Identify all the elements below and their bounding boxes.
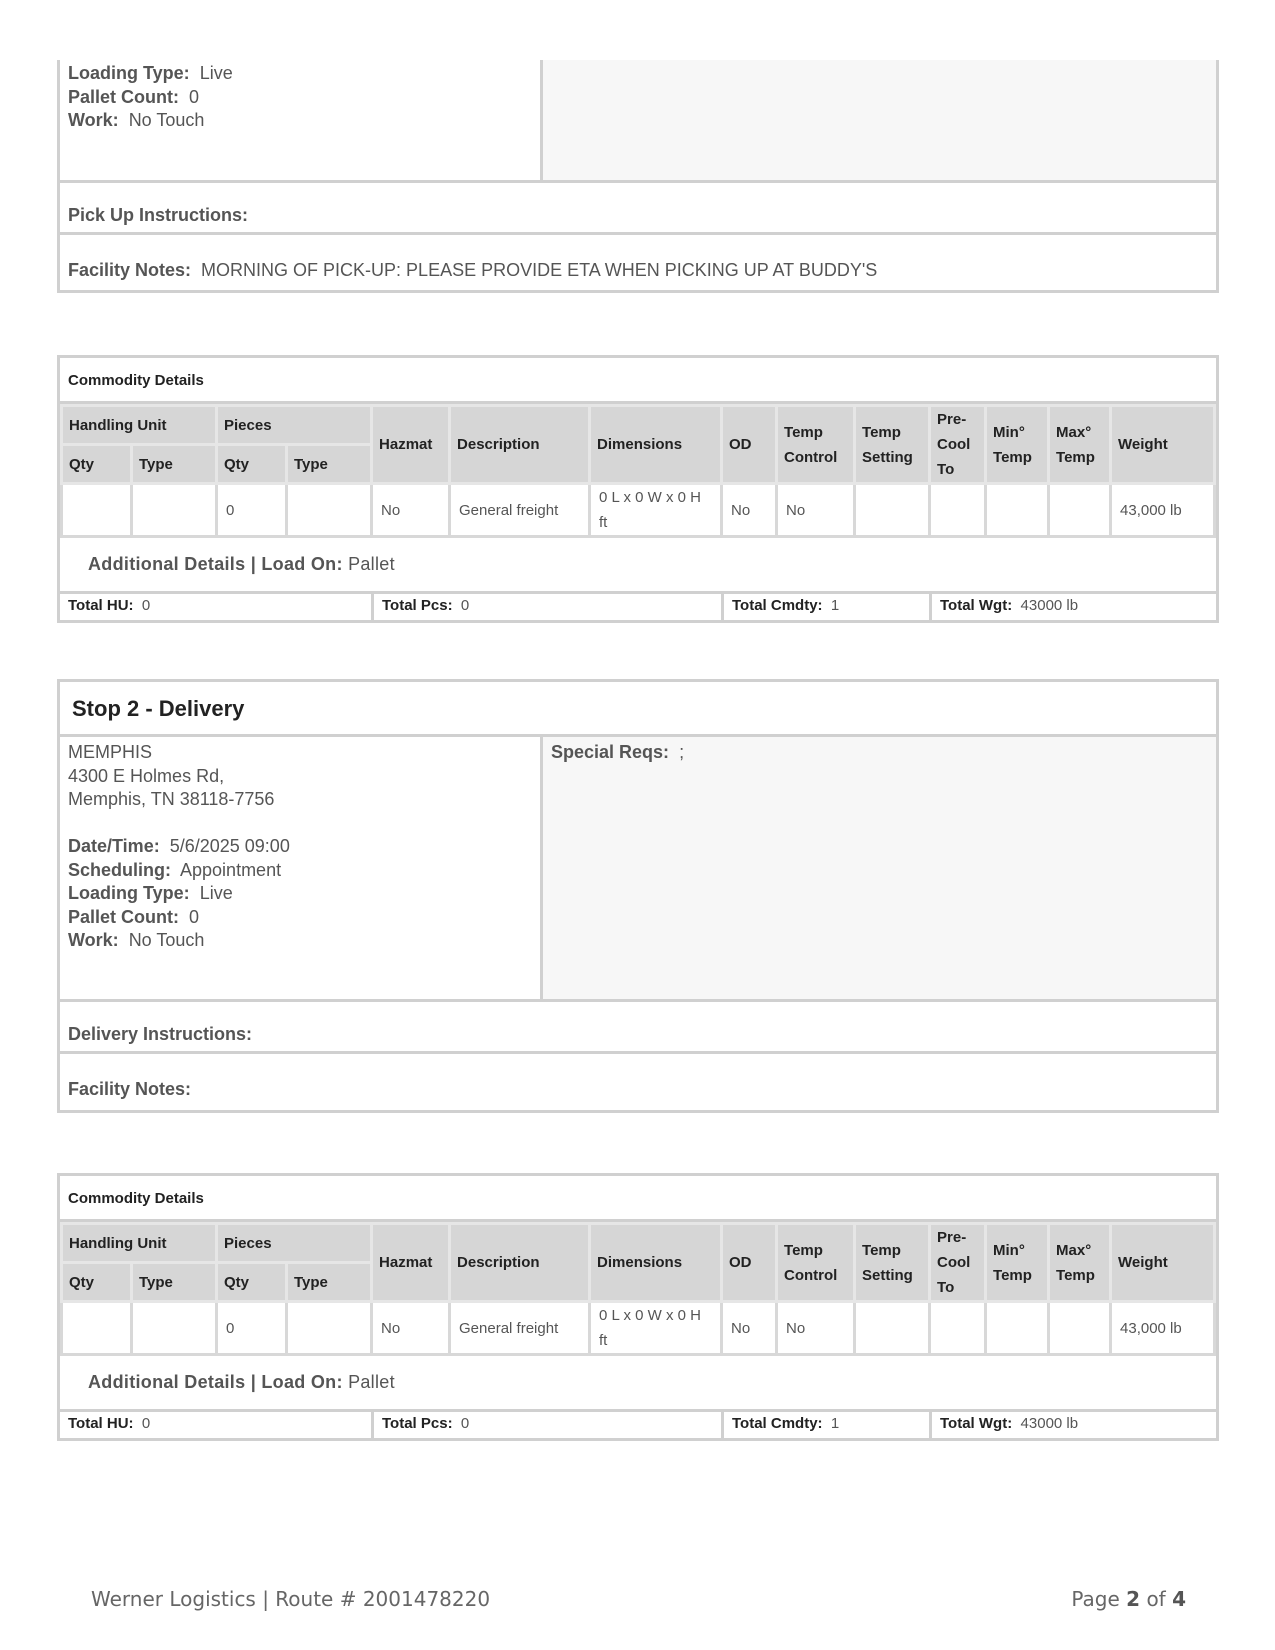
th-dimensions: Dimensions [590, 406, 722, 484]
page-of: of [1146, 1587, 1166, 1611]
delivery-instructions-label: Delivery Instructions: [68, 1024, 253, 1044]
stop1-facility-notes [60, 235, 1216, 287]
cell-pc-qty: 0 [217, 1302, 287, 1355]
datetime-label: Date/Time: [68, 836, 160, 856]
pallet-count-label: Pallet Count: [68, 906, 179, 927]
load-on-value: Pallet [348, 554, 395, 574]
th-pieces: Pieces [217, 1224, 372, 1263]
total-hu [60, 1412, 374, 1438]
th-temp-setting: Temp Setting [855, 406, 930, 484]
stop2-special-reqs [543, 737, 1216, 999]
th-pieces: Pieces [217, 406, 372, 445]
footer-route: Werner Logistics | Route # 2001478220 [91, 1587, 491, 1611]
th-hu-qty: Qty [62, 445, 132, 484]
pickup-instructions [60, 183, 1216, 235]
table-row [62, 484, 1215, 537]
th-dimensions: Dimensions [590, 1224, 722, 1302]
th-handling-unit: Handling Unit [62, 1224, 217, 1263]
cell-hu-qty [62, 484, 132, 537]
total-pcs [374, 594, 724, 620]
cell-min-temp [986, 484, 1049, 537]
work-value: No Touch [128, 110, 205, 130]
cell-hu-qty [62, 1302, 132, 1355]
facility-notes-label: Facility Notes: [68, 1079, 192, 1099]
load-on-value: Pallet [348, 1372, 395, 1392]
cell-dimensions: 0 L x 0 W x 0 H ft [590, 484, 722, 537]
additional-details [60, 538, 1216, 594]
total-hu-value: 0 [141, 1415, 151, 1432]
cell-pre-cool [930, 1302, 986, 1355]
cell-min-temp [986, 1302, 1049, 1355]
total-wgt-value: 43000 lb [1020, 597, 1079, 614]
th-weight: Weight [1111, 1224, 1215, 1302]
total-wgt [932, 594, 1216, 620]
datetime-value: 5/6/2025 09:00 [169, 836, 290, 856]
work-value: No Touch [128, 930, 205, 950]
facility-notes-value: MORNING OF PICK-UP: PLEASE PROVIDE ETA WHEN PICKING UP AT BUDDY'S [201, 260, 878, 280]
stop1-continuation [57, 60, 1219, 293]
total-cmdty [724, 594, 932, 620]
additional-details-label: Additional Details | Load On: [88, 554, 343, 574]
stop2-title: Stop 2 - Delivery [60, 682, 1216, 737]
cell-temp-setting [855, 484, 930, 537]
total-pcs-value: 0 [460, 1415, 470, 1432]
cell-pc-type [287, 484, 372, 537]
cell-od: No [722, 484, 777, 537]
cell-temp-control: No [777, 484, 855, 537]
stop2-address-row [60, 737, 1216, 1002]
th-hazmat: Hazmat [372, 406, 450, 484]
th-description: Description [450, 1224, 590, 1302]
loading-type-value: Live [199, 63, 233, 83]
cell-max-temp [1049, 484, 1111, 537]
th-description: Description [450, 406, 590, 484]
th-hu-type: Type [132, 1263, 217, 1302]
cell-hu-type [132, 1302, 217, 1355]
th-pre-cool: Pre-Cool To [930, 1224, 986, 1302]
cell-weight: 43,000 lb [1111, 484, 1215, 537]
cell-weight: 43,000 lb [1111, 1302, 1215, 1355]
cell-od: No [722, 1302, 777, 1355]
th-od: OD [722, 1224, 777, 1302]
total-wgt-label: Total Wgt: [940, 1415, 1013, 1432]
page-prefix: Page [1071, 1587, 1120, 1611]
total-cmdty-label: Total Cmdty: [732, 597, 823, 614]
total-hu [60, 594, 374, 620]
commodity-details-2 [57, 1173, 1219, 1441]
stop2-name: MEMPHIS [68, 742, 153, 762]
th-pc-qty: Qty [217, 445, 287, 484]
th-od: OD [722, 406, 777, 484]
total-pcs [374, 1412, 724, 1438]
scheduling-label: Scheduling: [68, 859, 171, 880]
work-label: Work: [68, 110, 119, 130]
commodity-table [60, 404, 1216, 538]
th-weight: Weight [1111, 406, 1215, 484]
th-temp-control: Temp Control [777, 406, 855, 484]
spacer [68, 812, 532, 836]
total-cmdty-value: 1 [830, 597, 840, 614]
th-pc-type: Type [287, 445, 372, 484]
stop2-facility-notes [60, 1054, 1216, 1106]
total-cmdty-value: 1 [830, 1415, 840, 1432]
total-wgt-value: 43000 lb [1020, 1415, 1079, 1432]
commodity-title: Commodity Details [60, 1176, 1216, 1222]
loading-type-value: Live [199, 883, 233, 903]
th-hu-qty: Qty [62, 1263, 132, 1302]
th-pc-type: Type [287, 1263, 372, 1302]
stop1-special-reqs [543, 60, 1216, 180]
th-max-temp: Max° Temp [1049, 1224, 1111, 1302]
cell-hu-type [132, 484, 217, 537]
cell-pc-qty: 0 [217, 484, 287, 537]
total-hu-label: Total HU: [68, 1415, 134, 1432]
th-temp-control: Temp Control [777, 1224, 855, 1302]
cell-hazmat: No [372, 484, 450, 537]
cell-pre-cool [930, 484, 986, 537]
stop2-street: 4300 E Holmes Rd, [68, 765, 225, 786]
stop2-details [60, 737, 543, 999]
cell-pc-type [287, 1302, 372, 1355]
footer-page-number [1071, 1587, 1186, 1611]
table-row [62, 1302, 1215, 1355]
stop1-details [60, 60, 543, 180]
th-pc-qty: Qty [217, 1263, 287, 1302]
loading-type-label: Loading Type: [68, 63, 190, 83]
commodity-table [60, 1222, 1216, 1356]
loading-type-label: Loading Type: [68, 883, 190, 903]
total-cmdty-label: Total Cmdty: [732, 1415, 823, 1432]
totals-row [60, 1412, 1216, 1438]
total-cmdty [724, 1412, 932, 1438]
th-hu-type: Type [132, 445, 217, 484]
commodity-details-1 [57, 355, 1219, 623]
cell-description: General freight [450, 484, 590, 537]
total-wgt-label: Total Wgt: [940, 597, 1013, 614]
totals-row [60, 594, 1216, 620]
th-min-temp: Min° Temp [986, 1224, 1049, 1302]
special-reqs-value: ; [679, 742, 685, 762]
th-pre-cool: Pre-Cool To [930, 406, 986, 484]
stop2-city: Memphis, TN 38118-7756 [68, 789, 275, 809]
cell-hazmat: No [372, 1302, 450, 1355]
delivery-instructions [60, 1002, 1216, 1054]
cell-dimensions: 0 L x 0 W x 0 H ft [590, 1302, 722, 1355]
th-temp-setting: Temp Setting [855, 1224, 930, 1302]
stop2-delivery [57, 679, 1219, 1113]
total-pcs-label: Total Pcs: [382, 1415, 453, 1432]
th-hazmat: Hazmat [372, 1224, 450, 1302]
stop1-address-row [60, 60, 1216, 183]
th-min-temp: Min° Temp [986, 406, 1049, 484]
pallet-count-label: Pallet Count: [68, 86, 179, 107]
page-current: 2 [1126, 1587, 1141, 1611]
work-label: Work: [68, 930, 119, 950]
additional-details-label: Additional Details | Load On: [88, 1372, 343, 1392]
cell-temp-setting [855, 1302, 930, 1355]
total-pcs-label: Total Pcs: [382, 597, 453, 614]
th-handling-unit: Handling Unit [62, 406, 217, 445]
total-hu-label: Total HU: [68, 597, 134, 614]
pickup-instructions-label: Pick Up Instructions: [68, 205, 249, 225]
cell-max-temp [1049, 1302, 1111, 1355]
cell-description: General freight [450, 1302, 590, 1355]
cell-temp-control: No [777, 1302, 855, 1355]
special-reqs-label: Special Reqs: [551, 742, 670, 762]
scheduling-value: Appointment [180, 859, 282, 880]
pallet-count-value: 0 [189, 86, 200, 107]
page-total: 4 [1172, 1587, 1186, 1611]
commodity-title: Commodity Details [60, 358, 1216, 404]
total-hu-value: 0 [141, 597, 151, 614]
total-pcs-value: 0 [460, 597, 470, 614]
total-wgt [932, 1412, 1216, 1438]
pallet-count-value: 0 [189, 906, 200, 927]
th-max-temp: Max° Temp [1049, 406, 1111, 484]
facility-notes-label: Facility Notes: [68, 260, 192, 280]
additional-details [60, 1356, 1216, 1412]
